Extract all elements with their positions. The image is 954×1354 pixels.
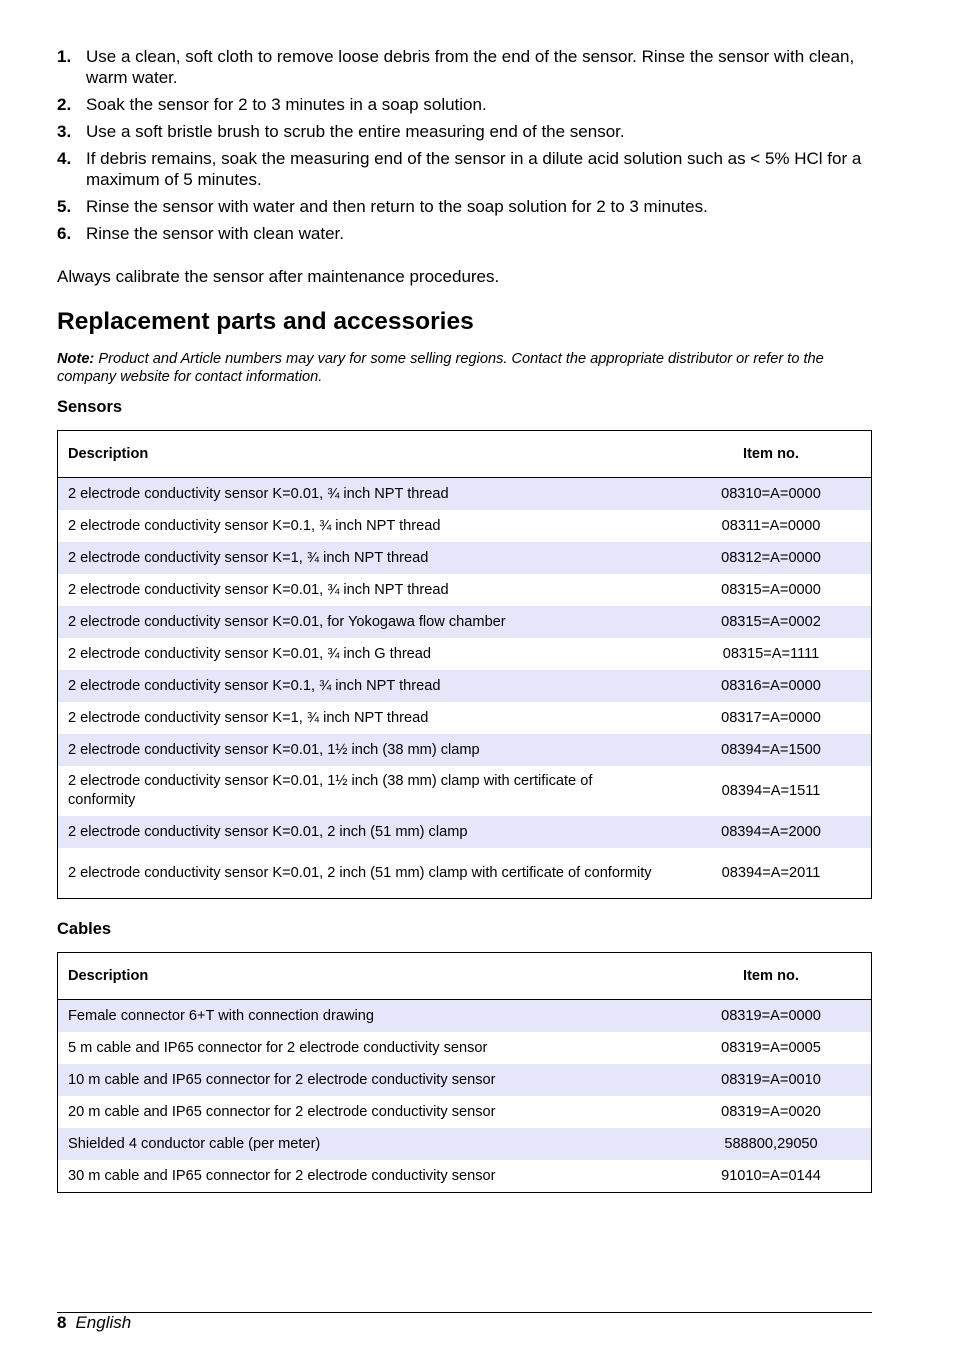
cell-item: 08319=A=0000 — [671, 1000, 872, 1033]
step-number: 3. — [57, 122, 72, 141]
cables-table — [57, 952, 872, 1193]
table-row — [58, 702, 872, 734]
step-number: 4. — [57, 149, 72, 168]
footer-language: English — [75, 1313, 132, 1332]
note — [57, 350, 872, 386]
section-title: Replacement parts and accessories — [57, 308, 474, 335]
cell-item: 08315=A=1111 — [722, 645, 820, 662]
cell-description: 20 m cable and IP65 connector for 2 electrode conductivity sensor — [68, 1103, 496, 1120]
column-header-item: Item no. — [671, 953, 872, 1000]
table-row — [58, 670, 872, 702]
cell-description: 2 electrode conductivity sensor K=0.01, ¾ inch G thread — [68, 645, 432, 662]
procedure-steps — [57, 46, 872, 250]
cell-description: 2 electrode conductivity sensor K=0.01, ¾ inch NPT thread — [68, 581, 449, 598]
table-row — [58, 542, 872, 574]
cell-description: 2 electrode conductivity sensor K=0.01, 2 inch (51 mm) clamp — [58, 816, 672, 848]
step-text: Use a soft bristle brush to scrub the entire measuring end of the sensor. — [86, 122, 625, 141]
table-row — [58, 1032, 872, 1064]
step-text: Use a clean, soft cloth to remove loose debris from the end of the sensor. Rinse the sensor with clean, warm water. — [86, 47, 855, 87]
cell-item: 08316=A=0000 — [671, 670, 872, 702]
calibrate-paragraph: Always calibrate the sensor after maintenance procedures. — [57, 267, 500, 286]
cell-item: 588800,29050 — [671, 1128, 872, 1160]
footer-divider — [57, 1312, 872, 1313]
table-row — [58, 1096, 872, 1128]
step-item — [57, 223, 872, 244]
step-text: Rinse the sensor with clean water. — [86, 224, 344, 243]
sensors-heading: Sensors — [57, 398, 123, 416]
step-number: 2. — [57, 95, 72, 114]
table-row — [58, 478, 872, 511]
step-item — [57, 196, 872, 217]
step-number: 1. — [57, 47, 72, 66]
table-row — [58, 1160, 872, 1193]
table-row — [58, 848, 872, 899]
table-header-row — [58, 431, 872, 478]
cell-description: 2 electrode conductivity sensor K=1, ¾ inch NPT thread — [58, 542, 672, 574]
cell-description: 30 m cable and IP65 connector for 2 electrode conductivity sensor — [68, 1167, 496, 1184]
column-header-description: Description — [58, 953, 672, 1000]
cell-description: 2 electrode conductivity sensor K=0.01, for Yokogawa flow chamber — [58, 606, 672, 638]
step-item — [57, 121, 872, 142]
table-row — [58, 574, 872, 606]
cell-item: 08394=A=2000 — [671, 816, 872, 848]
cell-description: 2 electrode conductivity sensor K=0.01, 1½ inch (38 mm) clamp — [58, 734, 672, 766]
cell-description: 2 electrode conductivity sensor K=0.1, ¾ inch NPT thread — [58, 670, 672, 702]
table-row — [58, 510, 872, 542]
column-header-description: Description — [58, 431, 672, 478]
column-header-item: Item no. — [671, 431, 872, 478]
table-row — [58, 638, 872, 670]
cell-item: 08311=A=0000 — [721, 517, 821, 534]
step-text: Rinse the sensor with water and then return to the soap solution for 2 to 3 minutes. — [86, 197, 708, 216]
cell-item: 91010=A=0144 — [721, 1167, 821, 1184]
step-number: 6. — [57, 224, 72, 243]
cell-description: 2 electrode conductivity sensor K=0.01, 2 inch (51 mm) clamp with certificate of conformity — [68, 864, 652, 881]
cell-description: 2 electrode conductivity sensor K=0.01, ¾ inch NPT thread — [58, 478, 672, 511]
cell-item: 08394=A=1500 — [671, 734, 872, 766]
sensors-table — [57, 430, 872, 899]
cell-description: Shielded 4 conductor cable (per meter) — [58, 1128, 672, 1160]
cell-item: 08312=A=0000 — [671, 542, 872, 574]
cell-description: 2 electrode conductivity sensor K=0.01, 1½ inch (38 mm) clamp with certificate of conformity — [68, 773, 593, 808]
table-row — [58, 734, 872, 766]
page-number: 8 — [57, 1313, 67, 1332]
cell-item: 08317=A=0000 — [721, 709, 821, 726]
note-text: Product and Article numbers may vary for some selling regions. Contact the appropriate distributor or refer to the company website for contact information. — [57, 351, 824, 385]
cell-item: 08319=A=0020 — [721, 1103, 821, 1120]
cell-description: 2 electrode conductivity sensor K=1, ¾ inch NPT thread — [68, 709, 429, 726]
cell-item: 08315=A=0002 — [671, 606, 872, 638]
table-header-row — [58, 953, 872, 1000]
cell-description: 2 electrode conductivity sensor K=0.1, ¾ inch NPT thread — [68, 517, 441, 534]
cell-item: 08394=A=2011 — [721, 864, 821, 881]
table-row — [58, 816, 872, 848]
cell-description: 5 m cable and IP65 connector for 2 electrode conductivity sensor — [68, 1039, 488, 1056]
cell-item: 08310=A=0000 — [671, 478, 872, 511]
step-text: If debris remains, soak the measuring end of the sensor in a dilute acid solution such as < 5% HCl for a maximum of 5 minutes. — [86, 149, 862, 189]
step-text: Soak the sensor for 2 to 3 minutes in a soap solution. — [86, 95, 487, 114]
table-row — [58, 1064, 872, 1096]
cell-item: 08315=A=0000 — [721, 581, 821, 598]
cell-description: 10 m cable and IP65 connector for 2 electrode conductivity sensor — [58, 1064, 672, 1096]
table-row — [58, 606, 872, 638]
page-footer — [57, 1312, 131, 1333]
note-label: Note: — [57, 351, 95, 367]
cell-item: 08319=A=0005 — [721, 1039, 821, 1056]
cables-heading: Cables — [57, 920, 112, 938]
cell-item: 08394=A=1511 — [721, 782, 821, 799]
step-item — [57, 148, 872, 190]
table-row — [58, 1128, 872, 1160]
step-item — [57, 46, 872, 88]
cell-item: 08319=A=0010 — [671, 1064, 872, 1096]
step-number: 5. — [57, 197, 72, 216]
table-row — [58, 766, 872, 816]
cell-description: Female connector 6+T with connection drawing — [58, 1000, 672, 1033]
table-row — [58, 1000, 872, 1033]
step-item — [57, 94, 872, 115]
